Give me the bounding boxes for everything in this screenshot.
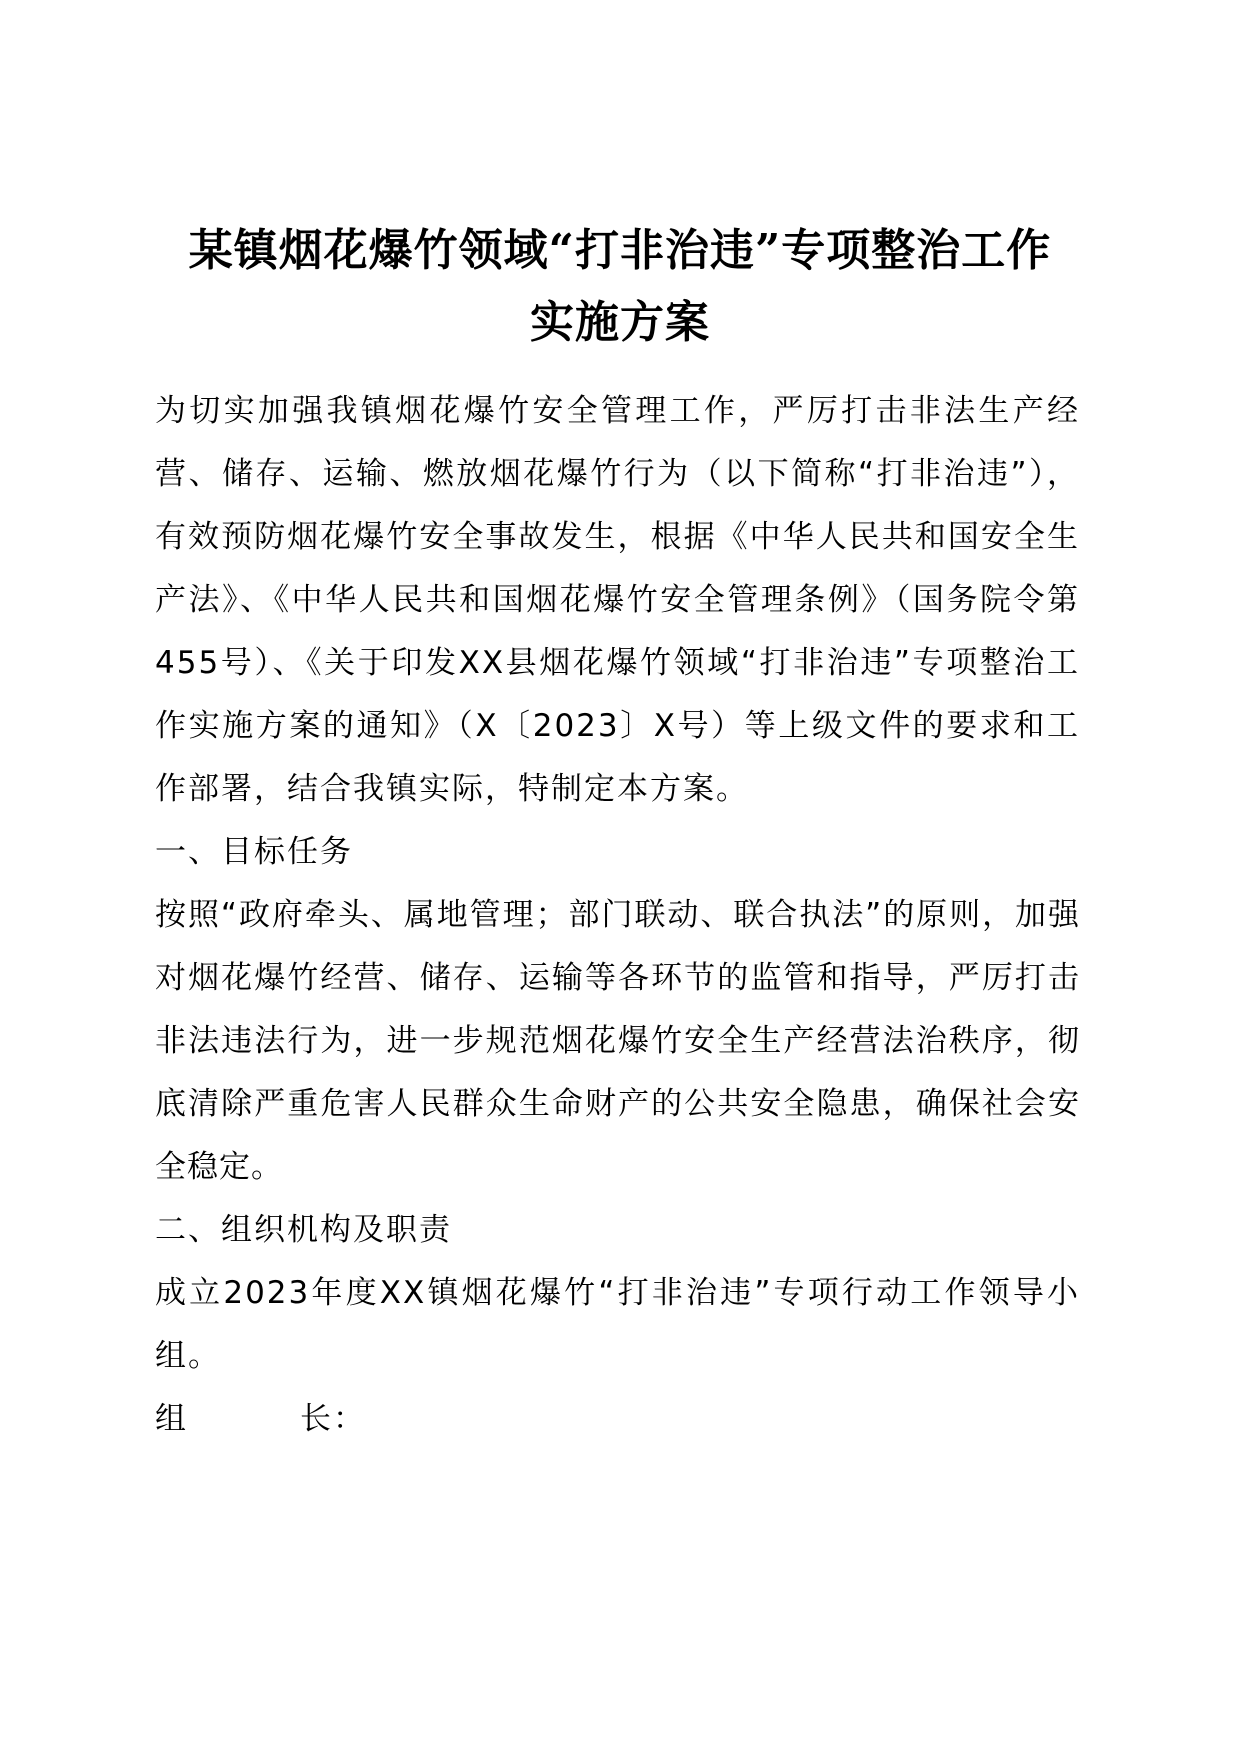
section-heading-goals: 一、目标任务 [155,834,353,870]
leader-field-row [155,1388,1080,1451]
leader-label-part1: 组 [155,1401,188,1437]
organization-paragraph: 成立2023年度XX镇烟花爆竹“打非治违”专项行动工作领导小组。 [155,1275,1080,1374]
leader-label-part2: 长： [300,1401,366,1437]
document-title [155,215,1085,359]
intro-paragraph: 为切实加强我镇烟花爆竹安全管理工作，严厉打击非法生产经营、储存、运输、燃放烟花爆竹行为（以下简称“打非治违”），有效预防烟花爆竹安全事故发生，根据《中华人民共和国安全生产法》、《中华人民共和国烟花爆竹安全管理条例》（国务院令第455号）、《关于印发XX县烟花爆竹领域“打非治违”专项整治工作实施方案的通知》（X〔2023〕X号）等上级文件的要求和工作部署，结合我镇实际，特制定本方案。 [155,393,1080,807]
title-line-2: 实施方案 [530,297,710,348]
goals-paragraph: 按照“政府牵头、属地管理；部门联动、联合执法”的原则，加强对烟花爆竹经营、储存、运输等各环节的监管和指导，严厉打击非法违法行为，进一步规范烟花爆竹安全生产经营法治秩序，彻底清除严重危害人民群众生命财产的公共安全隐患，确保社会安全稳定。 [155,897,1080,1185]
section-heading-organization: 二、组织机构及职责 [155,1212,452,1248]
title-line-1: 某镇烟花爆竹领域“打非治违”专项整治工作 [188,225,1052,276]
document-body [155,380,1080,1451]
